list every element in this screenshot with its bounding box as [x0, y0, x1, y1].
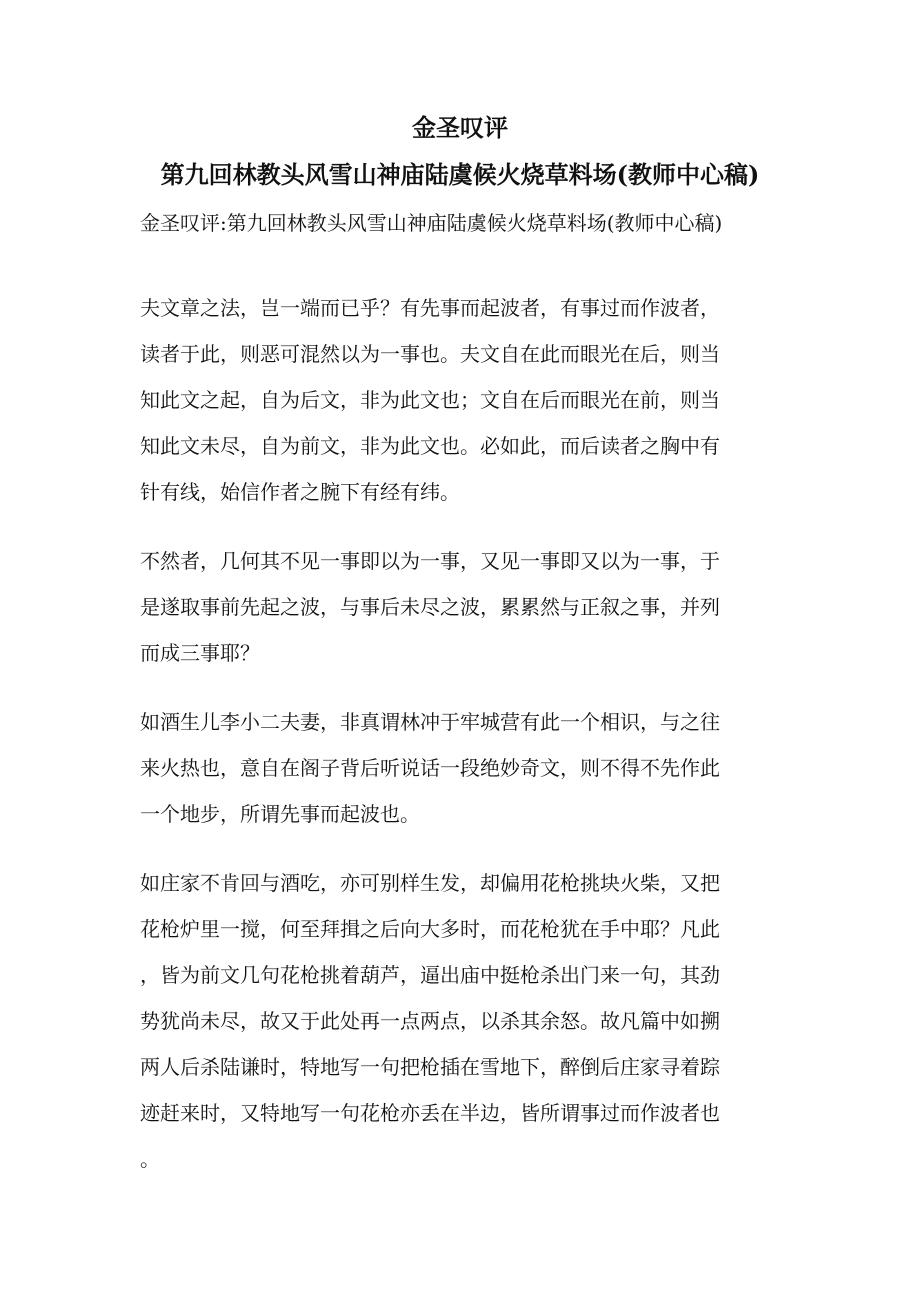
text-line: 一个地步，所谓先事而起波也。	[140, 802, 420, 826]
text-line: 两人后杀陆谦时，特地写一句把枪插在雪地下，醉倒后庄家寻着踪	[140, 1055, 720, 1079]
text-line: ，皆为前文几句花枪挑着葫芦，逼出庙中挺枪杀出门来一句，其劲	[140, 963, 720, 987]
paragraph-1	[140, 285, 780, 515]
text-line: 如酒生儿李小二夫妻，非真谓林冲于牢城营有此一个相识，与之往	[140, 710, 720, 734]
text-line: 迹赶来时，又特地写一句花枪亦丢在半边，皆所谓事过而作波者也	[140, 1101, 720, 1125]
text-line: 不然者，几何其不见一事即以为一事，又见一事即又以为一事，于	[140, 549, 720, 573]
text-line: 如庄家不肯回与酒吃，亦可别样生发，却偏用花枪挑块火柴，又把	[140, 871, 720, 895]
text-line: 。	[140, 1147, 160, 1171]
chapter-heading: 第九回林教头风雪山神庙陆虞候火烧草料场(教师中心稿)	[160, 160, 760, 189]
paragraph-4	[140, 860, 780, 1182]
text-line: 势犹尚未尽，故又于此处再一点两点，以杀其余怒。故凡篇中如搠	[140, 1009, 720, 1033]
text-line: 来火热也，意自在阁子背后听说话一段绝妙奇文，则不得不先作此	[140, 756, 720, 780]
text-line: 夫文章之法，岂一端而已乎？有先事而起波者，有事过而作波者，	[140, 296, 720, 320]
text-line: 花枪炉里一搅，何至拜揖之后向大多时，而花枪犹在手中耶？凡此	[140, 917, 720, 941]
paragraph-3	[140, 699, 780, 837]
paragraph-2	[140, 538, 780, 676]
document-title: 金圣叹评	[412, 113, 508, 142]
text-line: 而成三事耶？	[140, 641, 260, 665]
document-subtitle: 金圣叹评:第九回林教头风雪山神庙陆虞候火烧草料场(教师中心稿)	[140, 211, 723, 235]
text-line: 知此文未尽，自为前文，非为此文也。必如此，而后读者之胸中有	[140, 434, 720, 458]
text-line: 是遂取事前先起之波，与事后未尽之波，累累然与正叙之事，并列	[140, 595, 720, 619]
text-line: 知此文之起，自为后文，非为此文也；文自在后而眼光在前，则当	[140, 388, 720, 412]
text-line: 针有线，始信作者之腕下有经有纬。	[140, 480, 460, 504]
text-line: 读者于此，则恶可混然以为一事也。夫文自在此而眼光在后，则当	[140, 342, 720, 366]
